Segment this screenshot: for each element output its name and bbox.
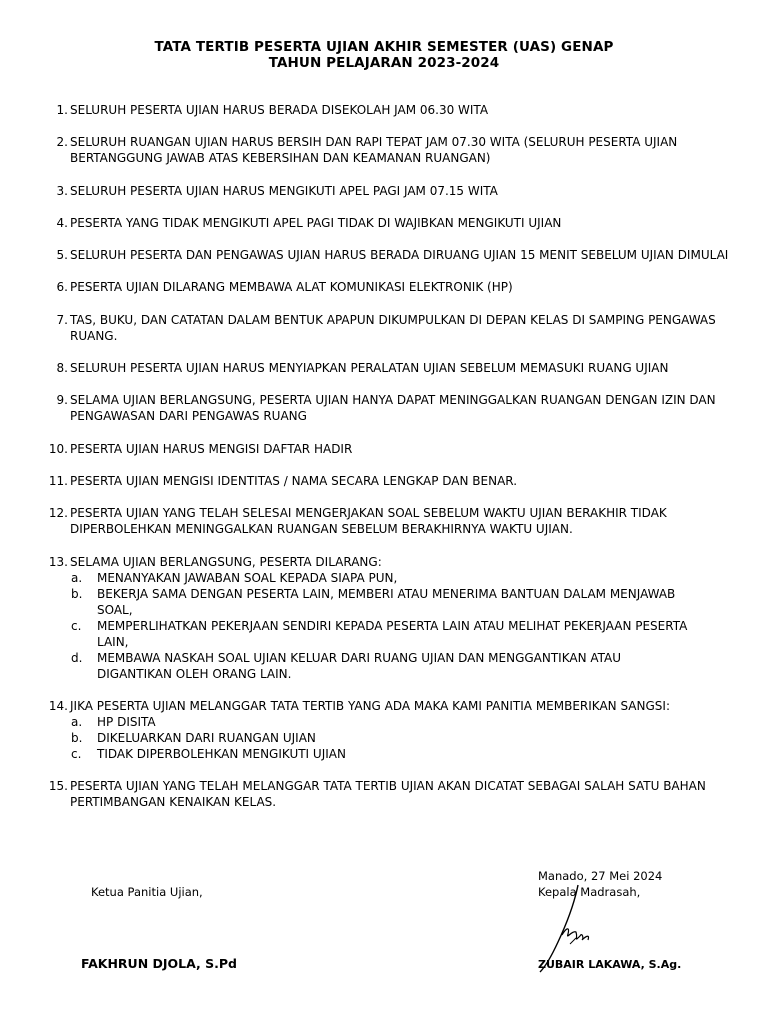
rule-text: SELURUH PESERTA UJIAN HARUS MENGIKUTI APEL PAGI JAM 07.15 WITA [70,183,498,198]
sub-rule-item: b. BEKERJA SAMA DENGAN PESERTA LAIN, MEMBERI ATAU MENERIMA BANTUAN DALAM MENJAWAB SOAL, [0,586,768,618]
rule-number: 11. [48,473,68,488]
rule-item [0,247,768,263]
document-title [0,39,768,71]
rule-text: SELURUH PESERTA UJIAN HARUS MENYIAPKAN PERALATAN UJIAN SEBELUM MEMASUKI RUANG UJIAN [70,361,669,376]
rule-item [0,183,768,199]
rule-number: 13. [48,554,68,569]
sub-rule-item: c. MEMPERLIHATKAN PEKERJAAN SENDIRI KEPADA PESERTA LAIN ATAU MELIHAT PEKERJAAN PESERTA LAIN, [0,618,768,650]
left-signatory-name: FAKHRUN DJOLA, S.Pd [81,956,237,971]
rule-text: SELAMA UJIAN BERLANGSUNG, PESERTA DILARANG: [70,554,382,569]
rule-text: PESERTA UJIAN DILARANG MEMBAWA ALAT KOMUNIKASI ELEKTRONIK (HP) [70,280,513,295]
rule-item [0,312,768,344]
title-line-1: TATA TERTIB PESERTA UJIAN AKHIR SEMESTER (UAS) GENAP [154,39,614,55]
rule-text: SELURUH PESERTA UJIAN HARUS BERADA DISEKOLAH JAM 06.30 WITA [70,103,489,117]
rule-number: 14. [48,698,68,713]
place-date: Manado, 27 Mei 2024 [538,869,663,883]
right-signatory-name: ZUBAIR LAKAWA, S.Ag. [538,958,682,971]
rule-number: 12. [48,506,68,521]
rule-text: PESERTA UJIAN MENGISI IDENTITAS / NAMA SECARA LENGKAP DAN BENAR. [70,473,518,488]
title-line-2: TAHUN PELAJARAN 2023-2024 [268,55,500,71]
rule-item [0,360,768,376]
sub-rule-item: b. DIKELUARKAN DARI RUANGAN UJIAN [0,730,768,746]
sub-rule-text: TIDAK DIPERBOLEHKAN MENGIKUTI UJIAN [97,746,346,761]
sub-rule-text: BEKERJA SAMA DENGAN PESERTA LAIN, MEMBERI ATAU MENERIMA BANTUAN DALAM MENJAWAB SOAL, [97,586,676,617]
rule-item [0,473,768,489]
sub-rule-item: c. TIDAK DIPERBOLEHKAN MENGIKUTI UJIAN [0,746,768,762]
rule-number: 1. [56,103,68,117]
rules-list [0,102,768,826]
rule-text: SELURUH PESERTA DAN PENGAWAS UJIAN HARUS BERADA DIRUANG UJIAN 15 MENIT SEBELUM UJIAN DIMULAI [70,248,729,263]
left-signatory-role: Ketua Panitia Ujian, [91,885,203,899]
rule-text: PESERTA UJIAN YANG TELAH SELESAI MENGERJAKAN SOAL SEBELUM WAKTU UJIAN BERAKHIR TIDAK DIPERBOLEHKAN MENINGGALKAN RUANGAN SEBELUM BERAKHIRNYA WAKTU UJIAN. [70,506,667,537]
rule-number: 10. [48,441,68,456]
rule-item [0,102,768,118]
sub-rule-item: d. MEMBAWA NASKAH SOAL UJIAN KELUAR DARI RUANG UJIAN DAN MENGGANTIKAN ATAU DIGANTIKAN OLEH ORANG LAIN. [0,650,768,682]
rule-text: PESERTA YANG TIDAK MENGIKUTI APEL PAGI TIDAK DI WAJIBKAN MENGIKUTI UJIAN [70,215,562,230]
rule-item [0,778,768,810]
rule-item [0,215,768,231]
right-signatory-role: Kepala Madrasah, [538,885,641,899]
sub-rule-item: a. MENANYAKAN JAWABAN SOAL KEPADA SIAPA PUN, [0,570,768,586]
rule-text: SELAMA UJIAN BERLANGSUNG, PESERTA UJIAN HANYA DAPAT MENINGGALKAN RUANGAN DENGAN IZIN DAN PENGAWASAN DARI PENGAWAS RUANG [70,393,716,424]
rule-item [0,279,768,295]
rule-number: 5. [56,248,68,263]
rule-number: 6. [56,280,68,295]
rule-number: 3. [56,183,68,198]
rule-item [0,505,768,537]
rule-number: 9. [56,393,68,408]
rule-item [0,698,768,762]
sub-rule-text: MEMBAWA NASKAH SOAL UJIAN KELUAR DARI RUANG UJIAN DAN MENGGANTIKAN ATAU DIGANTIKAN OLEH ORANG LAIN. [97,650,622,681]
rule-number: 4. [56,215,68,230]
rule-number: 15. [48,779,68,794]
rule-text: JIKA PESERTA UJIAN MELANGGAR TATA TERTIB YANG ADA MAKA KAMI PANITIA MEMBERIKAN SANGSI: [70,698,670,713]
rule-text: PESERTA UJIAN YANG TELAH MELANGGAR TATA TERTIB UJIAN AKAN DICATAT SEBAGAI SALAH SATU BAHAN PERTIMBANGAN KENAIKAN KELAS. [70,779,706,810]
rule-item [0,134,768,166]
sub-rule-text: HP DISITA [97,714,156,729]
rule-number: 8. [56,361,68,376]
rule-text: SELURUH RUANGAN UJIAN HARUS BERSIH DAN RAPI TEPAT JAM 07.30 WITA (SELURUH PESERTA UJIAN BERTANGGUNG JAWAB ATAS KEBERSIHAN DAN KEAMANAN RUANGAN) [70,135,678,166]
sub-rule-item: a. HP DISITA [0,714,768,730]
sub-rule-text: DIKELUARKAN DARI RUANGAN UJIAN [97,730,316,745]
rule-number: 2. [56,135,68,150]
rule-text: TAS, BUKU, DAN CATATAN DALAM BENTUK APAPUN DIKUMPULKAN DI DEPAN KELAS DI SAMPING PENGAWAS RUANG. [70,312,716,343]
sub-rule-text: MENANYAKAN JAWABAN SOAL KEPADA SIAPA PUN, [97,570,398,585]
rule-number: 7. [56,312,68,327]
rule-item [0,554,768,682]
rule-text: PESERTA UJIAN HARUS MENGISI DAFTAR HADIR [70,441,353,456]
rule-item [0,441,768,457]
sub-rule-text: MEMPERLIHATKAN PEKERJAAN SENDIRI KEPADA PESERTA LAIN ATAU MELIHAT PEKERJAAN PESERTA LAIN, [97,618,688,649]
rule-item [0,392,768,424]
